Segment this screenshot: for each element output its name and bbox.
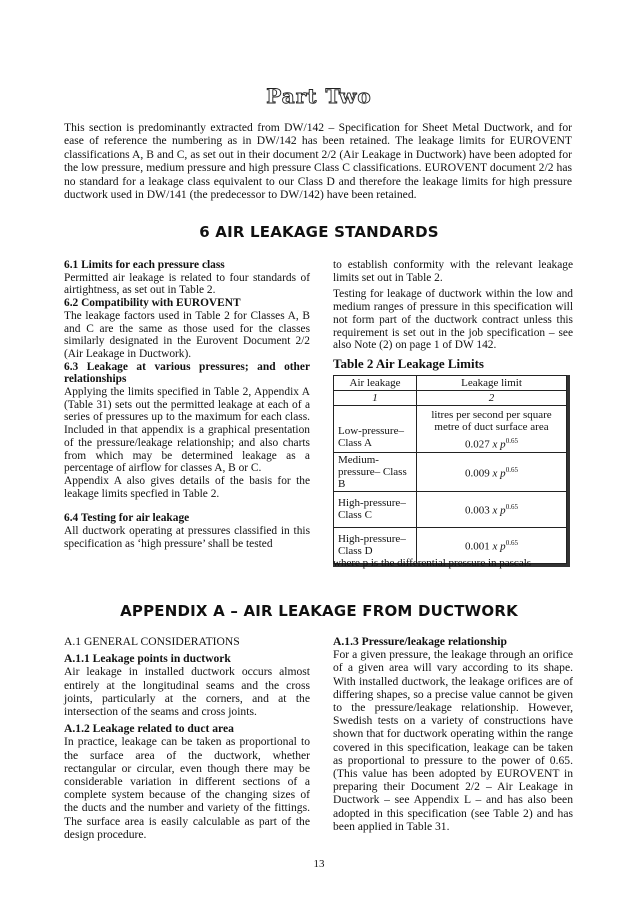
a13-text: For a given pressure, the leakage through an orifice of a given area will vary according to its shape. With installed ductwork, the leakage orifices are of differing shapes, so a precise value cannot be given to the pressure/leakage relationship. However, Swedish tests on a variety of constructions have shown that for ductwork operating within the range covered in this specification, leakage can be taken as proportional to pressure to the power of 0.65. (This value has been adopted by EUROVENT in preparing their Document 2/2 – Air Leakage in Ductwork – see Appendix L – and has also been adopted in this specification (see Table 2) and has been applied in Table 31. [333, 648, 573, 833]
s64-title: 6.4 Testing for air leakage [64, 512, 190, 525]
appendix-a-heading: APPENDIX A – AIR LEAKAGE FROM DUCTWORK [120, 602, 518, 620]
table-2-title: Table 2 Air Leakage Limits [333, 356, 484, 371]
page-number: 13 [313, 858, 325, 870]
col-number-1: 1 [334, 391, 417, 406]
table-2 [333, 375, 567, 564]
s63-text-1: Applying the limits specified in Table 2, Appendix A (Table 31) sets out the permitted leakage at each of a series of pressures up to the maximum for each class. Included in that appendix is a graphical presentation of the pressure/leakage relationship; and also charts from which may be determined leakage as a percentage of airflow for classes A, B or C. [64, 386, 310, 475]
table-number-row [334, 391, 567, 406]
section-6-left-column [64, 259, 310, 550]
table-row [334, 452, 567, 491]
intro-paragraph: This section is predominantly extracted from DW/142 – Specification for Sheet Metal Ductwork, and for ease of reference the numbering as in DW/142 has been retained. The leakage limits for EUROVENT classifications A, B and C, as set out in their document 2/2 (Air Leakage in Ductwork) have been adopted for the low pressure, medium pressure and high pressure Class C classifications. EUROVENT document 2/2 has no standard for a leakage class equivalent to our Class D and therefore the leakage limits for high pressure ductwork used in DW/141 (the predecessor to DW/142) have been retained. [64, 121, 572, 202]
row-label: High-pressure– Class D [334, 527, 417, 563]
part-title: Part Two [266, 84, 372, 108]
s62-text: The leakage factors used in Table 2 for Classes A, B and C are the same as those used for the classes similarly designated in the Eurovent Document 2/2 (Air Leakage in Ductwork). [64, 309, 310, 360]
a1-title: A.1 GENERAL CONSIDERATIONS [64, 635, 240, 648]
s61-title: 6.1 Limits for each pressure class [64, 259, 225, 271]
s64-text: All ductwork operating at pressures classified in this specification as ‘high pressure’ shall be tested [64, 525, 310, 550]
s61-text: Permitted air leakage is related to four standards of airtightness, as set out in Table 2. [64, 271, 310, 297]
row-label: Low-pressure– Class A [334, 406, 417, 453]
section-6-right-column [333, 259, 573, 352]
header-leakage-limit: Leakage limit [417, 376, 567, 391]
row-value: 0.027 x $p^{0.65}$ [465, 437, 518, 451]
a11-text: Air leakage in installed ductwork occurs almost entirely at the longitudinal seams and the cross joints, particularly at the corners, and at the intersection of the seams and cross joints. [64, 665, 310, 719]
row-value: 0.003 x $p^{0.65}$ [417, 491, 567, 527]
s63-title: 6.3 Leakage at various pressures; and other relationships [64, 360, 310, 386]
unit-text: litres per second per square metre of duct surface area [431, 409, 552, 433]
row-value: 0.001 x $p^{0.65}$ [417, 527, 567, 563]
table-2-frame [333, 375, 570, 567]
right-text-1: to establish conformity with the relevant leakage limits set out in Table 2. [333, 259, 573, 284]
a11-title: A.1.1 Leakage points in ductwork [64, 652, 231, 666]
header-air-leakage: Air leakage [334, 376, 417, 391]
row-label: Medium-pressure– Class B [334, 452, 417, 491]
a12-text: In practice, leakage can be taken as proportional to the surface area of the ductwork, whether rectangular or circular, even though there may be considerable variation in different sections of a complete system because of the changing sizes of the ducts and the number and variety of the fittings. The surface area is easily calculable as part of the design procedure. [64, 735, 310, 841]
right-text-2: Testing for leakage of ductwork within the low and medium ranges of pressure in this specification will not form part of the ductwork contract unless this requirement is set out in the job specification – see also Note (2) on page 1 of DW 142. [333, 288, 573, 352]
a13-title: A.1.3 Pressure/leakage relationship [333, 635, 507, 648]
a12-title: A.1.2 Leakage related to duct area [64, 722, 234, 736]
table-header-row [334, 376, 567, 391]
appendix-right-column [333, 635, 573, 833]
section-6-heading: 6 AIR LEAKAGE STANDARDS [199, 223, 439, 241]
table-row [334, 491, 567, 527]
table-row [334, 406, 567, 453]
row-label: High-pressure– Class C [334, 491, 417, 527]
s62-title: 6.2 Compatibility with EUROVENT [64, 297, 241, 310]
row-value: 0.009 x $p^{0.65}$ [417, 452, 567, 491]
col-number-2: 2 [417, 391, 567, 406]
s63-text-2: Appendix A also gives details of the basis for the leakage limits specfied in Table 2. [64, 474, 310, 500]
table-2-footnote: where p is the differential pressure in pascals [333, 557, 532, 569]
appendix-left-column [64, 635, 310, 841]
